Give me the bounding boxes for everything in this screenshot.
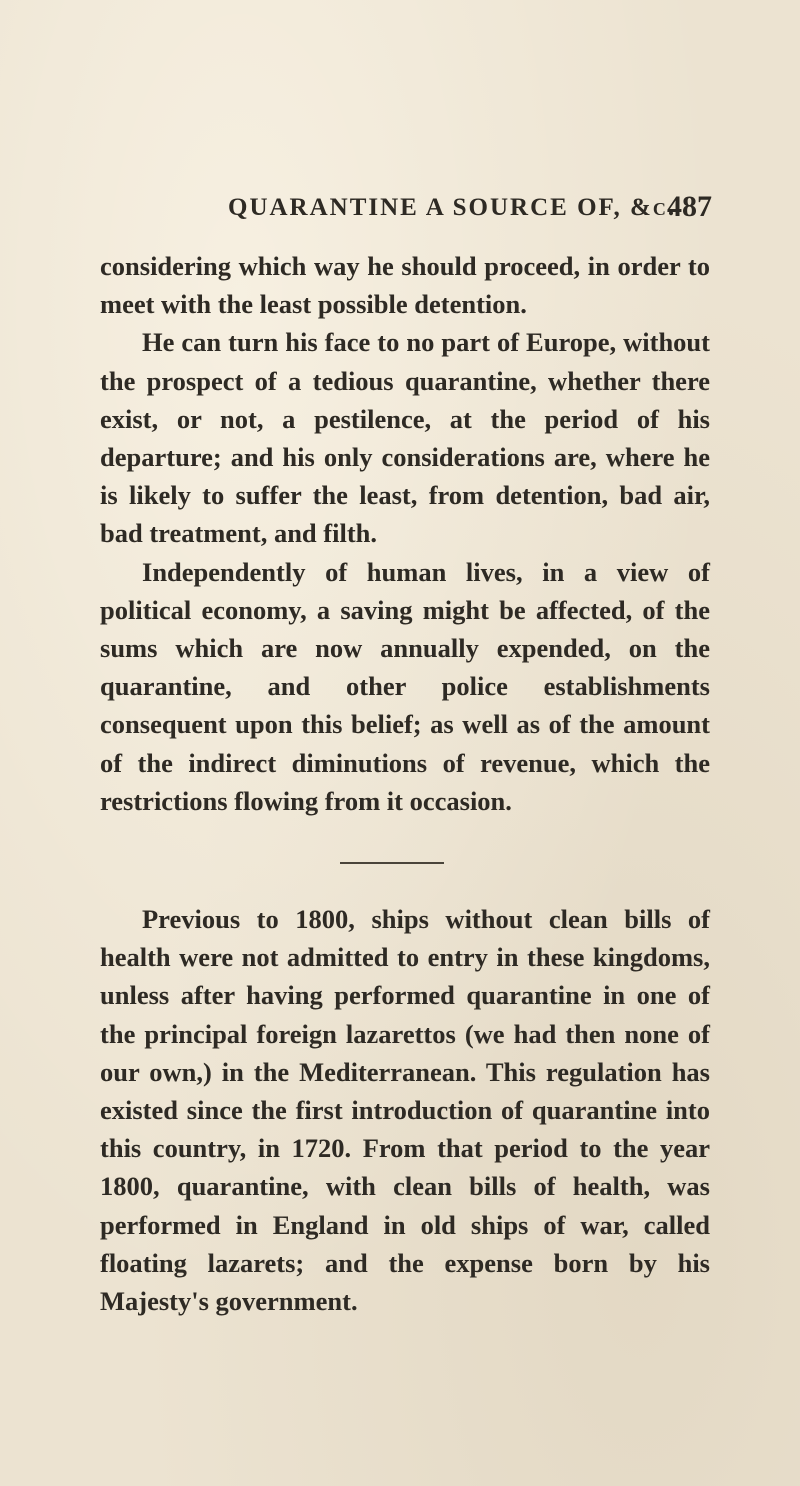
paragraph: Independently of human lives, in a view of political economy, a saving might be affected, of the sums which are now annually expended, on the quarantine, and other police establishments consequent upon this belief; as well as of the amount of the indirect diminutions of revenue, which the restrictions flowing from it occasion. <box>100 556 710 816</box>
page-header <box>150 190 712 234</box>
running-head: QUARANTINE A SOURCE OF, &c. <box>228 194 677 221</box>
body-text-upper <box>100 247 710 820</box>
paragraph-continuation: considering which way he should proceed, in order to meet with the least possible detention. <box>100 251 710 320</box>
paragraph: Previous to 1800, ships without clean bills of health were not admitted to entry in these kingdoms, unless after having performed quarantine in one of the principal foreign lazarettos (we had then none of our own,) in the Mediterranean. This regulation has existed since the first introduction of quarantine into this country, in 1720. From that period to the year 1800, quarantine, with clean bills of health, was performed in England in old ships of war, called floating lazarets; and the expense born by his Majesty's government. <box>100 904 710 1317</box>
body-text-lower <box>100 900 710 1320</box>
paragraph: He can turn his face to no part of Europe, without the prospect of a tedious quarantine, whether there exist, or not, a pestilence, at the period of his departure; and his only considerations are, where he is likely to suffer the least, from detention, bad air, bad treatment, and filth. <box>100 327 710 549</box>
page-number: 487 <box>667 190 712 223</box>
section-divider <box>340 862 444 864</box>
